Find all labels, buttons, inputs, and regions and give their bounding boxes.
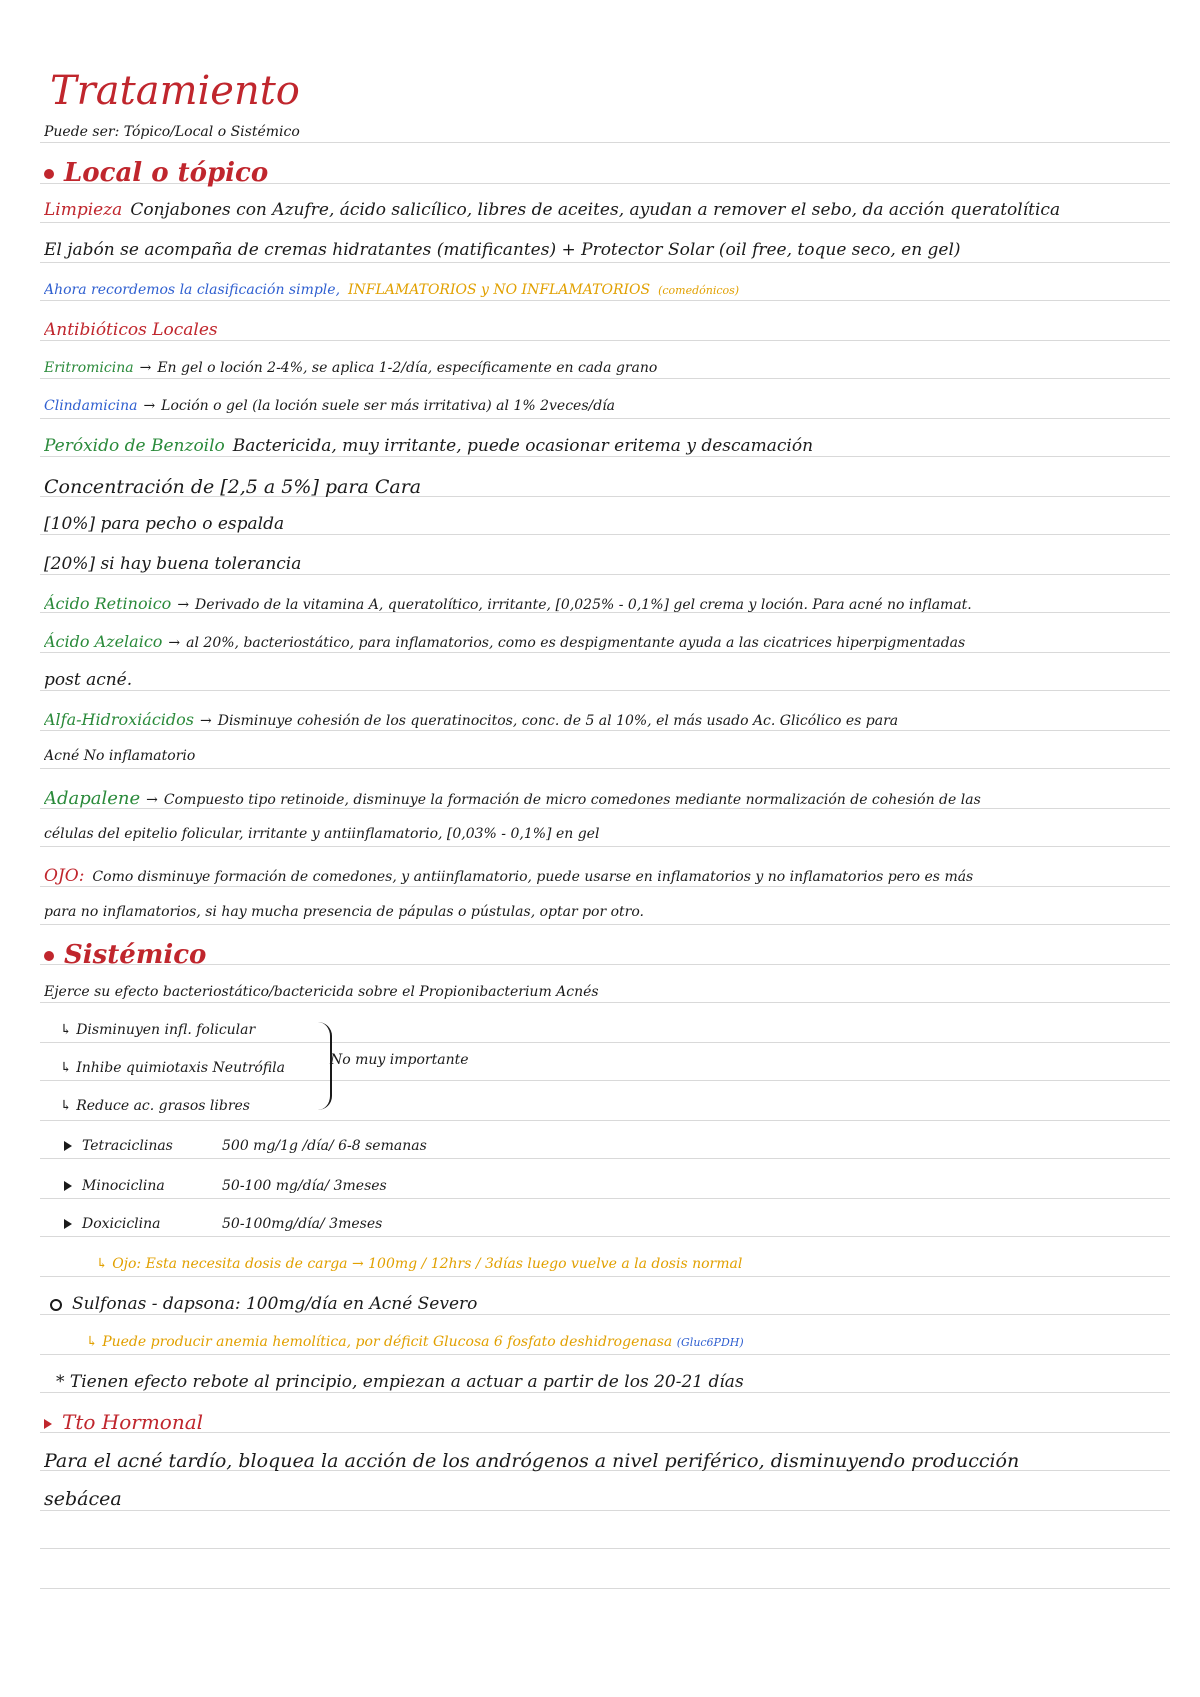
limpieza-label: Limpieza (44, 200, 123, 220)
rule-line (40, 574, 1170, 575)
arrow-right-icon: → (143, 398, 156, 414)
eritro-text: En gel o loción 2-4%, se aplica 1-2/día, específicamente en cada grano (157, 360, 658, 376)
peroxido-label: Peróxido de Benzoilo (44, 436, 225, 456)
conc-cara-line: Concentración de [2,5 a 5%] para Cara (44, 476, 422, 498)
hormonal-text: Para el acné tardío, bloquea la acción de los andrógenos a nivel periférico, disminuyendo producción (44, 1450, 1020, 1472)
efecto-text: Disminuyen infl. folicular (76, 1022, 256, 1038)
bullet-dot-icon (44, 169, 54, 179)
arrow-right-icon: → (146, 792, 158, 808)
rule-line (40, 1588, 1170, 1589)
azelaico-label: Ácido Azelaico (44, 632, 163, 651)
triangle-bullet-icon (44, 1419, 52, 1429)
clasificacion-line (44, 282, 1164, 298)
return-arrow-icon: ↳ (96, 1256, 108, 1272)
triangle-bullet-icon (64, 1219, 72, 1229)
jabon-line: El jabón se acompaña de cremas hidratantes (matificantes) + Protector Solar (oil free, toque seco, en gel) (44, 240, 961, 260)
efecto-item (60, 1060, 1180, 1076)
return-arrow-icon: ↳ (60, 1060, 72, 1076)
efecto-text: Inhibe quimiotaxis Neutrófila (76, 1060, 286, 1076)
alfa-cont: Acné No inflamatorio (44, 748, 196, 764)
peroxido-text: Bactericida, muy irritante, puede ocasionar eritema y descamación (232, 436, 814, 456)
arrow-right-icon: → (177, 597, 190, 613)
return-arrow-icon: ↳ (86, 1334, 98, 1350)
rule-line (40, 378, 1170, 379)
rule-line (40, 1002, 1170, 1003)
efecto-text: Reduce ac. grasos libres (76, 1098, 250, 1114)
rule-line (40, 262, 1170, 263)
hormonal-heading (44, 1410, 1164, 1434)
rule-line (40, 886, 1170, 887)
circle-bullet-icon (50, 1299, 62, 1311)
azelaico-line (44, 632, 1164, 651)
rule-line (40, 142, 1170, 143)
rule-line (40, 1392, 1170, 1393)
alfa-label: Alfa-Hidroxiácidos (44, 710, 194, 729)
conc-20-line: [20%] si hay buena tolerancia (44, 554, 302, 574)
ojo-doxi-text: Ojo: Esta necesita dosis de carga → 100mg / 12hrs / 3días luego vuelve a la dosis normal (112, 1256, 743, 1272)
rule-line (40, 222, 1170, 223)
ejerce-line: Ejerce su efecto bacteriostático/bactericida sobre el Propionibacterium Acnés (44, 984, 599, 1000)
triangle-bullet-icon (64, 1141, 72, 1151)
rule-line (40, 768, 1170, 769)
rule-line (40, 300, 1170, 301)
bullet-dot-icon (44, 951, 54, 961)
alfa-text: Disminuye cohesión de los queratinocitos, conc. de 5 al 10%, el más usado Ac. Glicólico es para (217, 713, 899, 729)
triangle-bullet-icon (64, 1181, 72, 1191)
section-heading-local (44, 158, 1164, 188)
clasif-orange: INFLAMATORIOS y NO INFLAMATORIOS (348, 282, 651, 298)
rule-line (40, 1120, 1170, 1121)
page-title: Tratamiento (50, 68, 300, 114)
eritro-label: Eritromicina (44, 360, 134, 376)
clindamicina-line (44, 398, 1164, 414)
retinoico-text: Derivado de la vitamina A, queratolítico, irritante, [0,025% - 0,1%] gel crema y loción. Para acné no inflamat. (195, 597, 972, 613)
intro-line: Puede ser: Tópico/Local o Sistémico (44, 124, 300, 140)
rule-line (40, 1354, 1170, 1355)
clinda-text: Loción o gel (la loción suele ser más irritativa) al 1% 2veces/día (161, 398, 616, 414)
heading-text: Local o tópico (64, 158, 269, 188)
rebote-line: * Tienen efecto rebote al principio, empiezan a actuar a partir de los 20-21 días (56, 1372, 744, 1392)
return-arrow-icon: ↳ (60, 1022, 72, 1038)
rule-line (40, 1510, 1170, 1511)
sulfonas-line (50, 1294, 1170, 1314)
heading-text: Sistémico (64, 940, 207, 970)
rule-line (40, 846, 1170, 847)
arrow-right-icon: → (139, 360, 152, 376)
hormonal-heading-text: Tto Hormonal (62, 1410, 204, 1434)
ojo-line (44, 866, 1164, 886)
antibioticos-heading: Antibióticos Locales (44, 320, 218, 340)
rule-line (40, 924, 1170, 925)
rule-line (40, 456, 1170, 457)
ojo-cont: para no inflamatorios, si hay mucha presencia de pápulas o pústulas, optar por otro. (44, 904, 645, 920)
rule-line (40, 690, 1170, 691)
drug-dose: 500 mg/1g /día/ 6-8 semanas (222, 1138, 427, 1154)
rule-line (40, 534, 1170, 535)
drug-row (64, 1216, 1184, 1232)
rule-line (40, 1236, 1170, 1237)
drug-row (64, 1178, 1184, 1194)
azelaico-cont: post acné. (44, 670, 133, 690)
alfa-line (44, 710, 1164, 729)
return-arrow-icon: ↳ (60, 1098, 72, 1114)
azelaico-text: al 20%, bacteriostático, para inflamatorios, como es despigmentante ayuda a las cicatrices hiperpigmentadas (186, 635, 966, 651)
drug-row (64, 1138, 1184, 1154)
adapalene-text: Compuesto tipo retinoide, disminuye la formación de micro comedones mediante normalización de cohesión de las (163, 792, 981, 808)
clasif-small: (comedónicos) (658, 284, 740, 297)
sulfonas-note-small: (Gluc6PDH) (676, 1336, 744, 1349)
rule-line (40, 1158, 1170, 1159)
limpieza-line (44, 200, 1164, 220)
section-heading-sistemico (44, 940, 1164, 970)
limpieza-text: Conjabones con Azufre, ácido salicílico, libres de aceites, ayudan a remover el sebo, da acción queratolítica (130, 200, 1061, 220)
conc-pecho-line: [10%] para pecho o espalda (44, 514, 285, 534)
rule-line (40, 1042, 1170, 1043)
sulfonas-note-text: Puede producir anemia hemolítica, por déficit Glucosa 6 fosfato deshidrogenasa (102, 1334, 673, 1350)
arrow-right-icon: → (199, 713, 212, 729)
rule-line (40, 1548, 1170, 1549)
arrow-right-icon: → (168, 635, 181, 651)
efecto-item (60, 1098, 1180, 1114)
retinoico-label: Ácido Retinoico (44, 594, 172, 613)
adapalene-line (44, 788, 1164, 809)
rule-line (40, 652, 1170, 653)
brace-note: No muy importante (330, 1052, 469, 1068)
rule-line (40, 1276, 1170, 1277)
peroxido-line (44, 436, 1164, 456)
clasif-blue: Ahora recordemos la clasificación simple, (44, 282, 341, 298)
sulfonas-note-line (86, 1334, 1200, 1350)
retinoico-line (44, 594, 1164, 613)
efecto-item (60, 1022, 1180, 1038)
drug-dose: 50-100mg/día/ 3meses (222, 1216, 383, 1232)
rule-line (40, 1198, 1170, 1199)
sulfonas-text: Sulfonas - dapsona: 100mg/día en Acné Severo (72, 1294, 478, 1314)
ojo-label: OJO: (44, 866, 85, 886)
hormonal-cont: sebácea (44, 1488, 122, 1510)
rule-line (40, 730, 1170, 731)
eritromicina-line (44, 360, 1164, 376)
rule-line (40, 1080, 1170, 1081)
adapalene-label: Adapalene (44, 788, 141, 809)
drug-name: Minociclina (82, 1178, 165, 1194)
rule-line (40, 418, 1170, 419)
drug-name: Doxiciclina (82, 1216, 161, 1232)
drug-name: Tetraciclinas (82, 1138, 173, 1154)
rule-line (40, 1314, 1170, 1315)
ojo-doxi-line (96, 1256, 1200, 1272)
adapalene-cont: células del epitelio folicular, irritante y antiinflamatorio, [0,03% - 0,1%] en gel (44, 826, 600, 842)
clinda-label: Clindamicina (44, 398, 138, 414)
ojo-text: Como disminuye formación de comedones, y antiinflamatorio, puede usarse en inflamatorios y no inflamatorios pero es más (92, 869, 974, 885)
drug-dose: 50-100 mg/día/ 3meses (222, 1178, 387, 1194)
rule-line (40, 340, 1170, 341)
